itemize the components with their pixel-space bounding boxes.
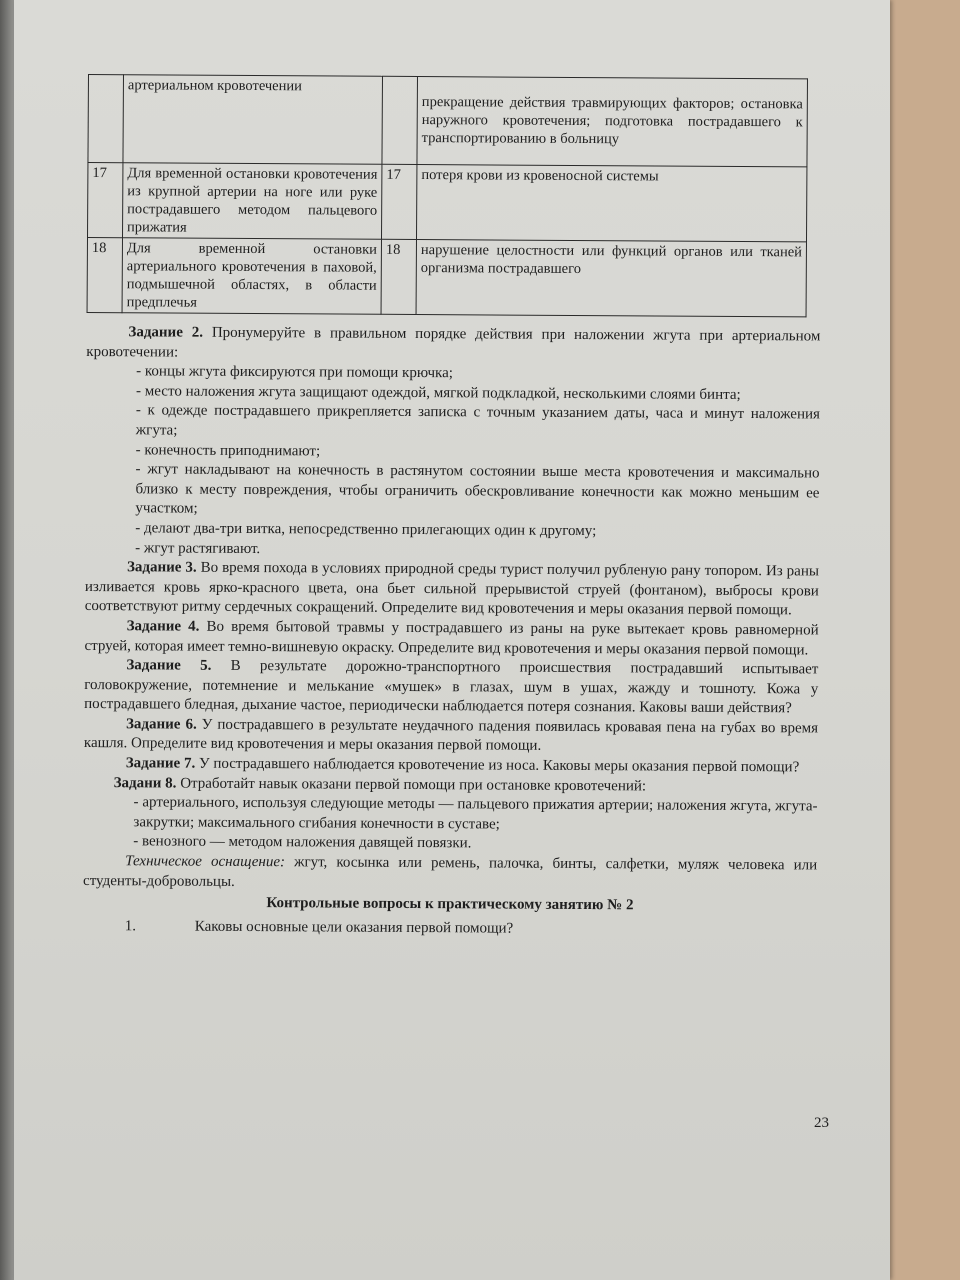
task-3: Задание 3. Во время похода в условиях природной среды турист получил рубленую рану топором. Из раны изливается кровь ярко-красного цвета, она бьет сильной прерывистой струей (фонтаном), выбросы крови соответствуют ритму сердечных сокращений. Определите вид кровотечения и меры оказания первой помощи. [84,559,820,619]
list-item: - жгут растягивают. [135,539,261,557]
row-number-left: 17 [88,163,123,238]
task-6: Задание 6. У пострадавшего в результате неудачного падения появилась кровавая пена на губах во время кашля. Определите вид кровотечения и меры оказания первой помощи. [83,716,819,755]
task-7: Задание 7. У пострадавшего наблюдается кровотечение из носа. Каковы меры оказания первой помощи? [125,755,800,776]
page-content [83,74,822,941]
document-page [14,0,890,1280]
row-number-right: 17 [381,164,416,239]
row-left-text: Для временной остановки кровотечения из крупной артерии на ноге или руке пострадавшего методом пальцевого прижатия [123,163,382,240]
row-number-left: 18 [87,238,122,313]
task-4: Задание 4. Во время бытовой травмы у пострадавшего из раны на руке вытекает кровь равномерной струей, которая имеет темно-вишневую окраску. Определите вид кровотечения и меры оказания первой помощи. [84,618,819,658]
table-row [88,75,808,167]
list-item: - артериального, используя следующие методы — пальцевого прижатия артерии; наложения жгута, жгута-закрутки; максимального сгибания конечности в суставе; [133,794,818,833]
row-number-right [382,76,418,164]
row-number-right: 18 [381,239,416,314]
row-number-left [88,75,124,163]
list-item: - место наложения жгута защищают одеждой, мягкой подкладкой, несколькими слоями бинта; [136,383,741,403]
control-questions-title: Контрольные вопросы к практическому занятию № 2 [266,895,634,914]
list-item: - делают два-три витка, непосредственно прилегающих один к другому; [135,520,597,540]
task-8-items [83,793,817,856]
list-item: - концы жгута фиксируются при помощи крючка; [136,363,453,382]
list-item: - венозного — методом наложения давящей повязки. [133,833,472,852]
task-8: Задани 8. Отработайт навык оказани первой помощи при остановке кровотечений: [113,774,647,795]
list-item: - жгут накладывают на конечность в растянутом состоянии выше места кровотечения и максимально близко к месту повреждения, чтобы ограничить обескровливание конечности как можно меньшим ее участком; [135,461,820,518]
row-right-text: потеря крови из кровеносной системы [416,165,806,242]
row-left-text: артериальном кровотечении [123,75,383,165]
row-left-text: Для временной остановки артериального кровотечения в паховой, подмышечной областях, в области предплечья [122,238,381,315]
technical-equipment: Техническое оснащение: жгут, косынка или ремень, палочка, бинты, салфетки, муляж человека или студенты-добровольцы. [83,853,818,890]
list-item: - к одежде пострадавшего прикрепляется записка с точным указанием даты, часа и минут наложения жгута; [135,402,820,439]
control-question: 1. Каковы основные цели оказания первой помощи? [124,918,514,937]
matching-table [87,74,808,317]
table-row [87,238,806,317]
task-2-items [85,362,820,562]
task-5: Задание 5. В результате дорожно-транспортного происшествия пострадавший испытывает головокружение, потемнение и мелькание «мушек» в глазах, шум в ушах, жажду и тошноту. Кожа у пострадавшего бледная, дыхание частое, периодически наблюдается потеря сознания. Каковы ваши действия? [84,657,819,717]
task-2: Задание 2. Пронумеруйте в правильном порядке действия при наложении жгута при артериальном кровотечении: [86,324,821,361]
table-row [88,163,807,242]
list-item: - конечность приподнимают; [135,441,321,459]
row-right-text: нарушение целостности или функций органов или тканей организма пострадавшего [416,240,806,317]
row-right-text: прекращение действия травмирующих факторов; остановка наружного кровотечения; подготовка пострадавшего к транспортированию в больницу [417,77,808,167]
page-number: 23 [814,1115,829,1131]
